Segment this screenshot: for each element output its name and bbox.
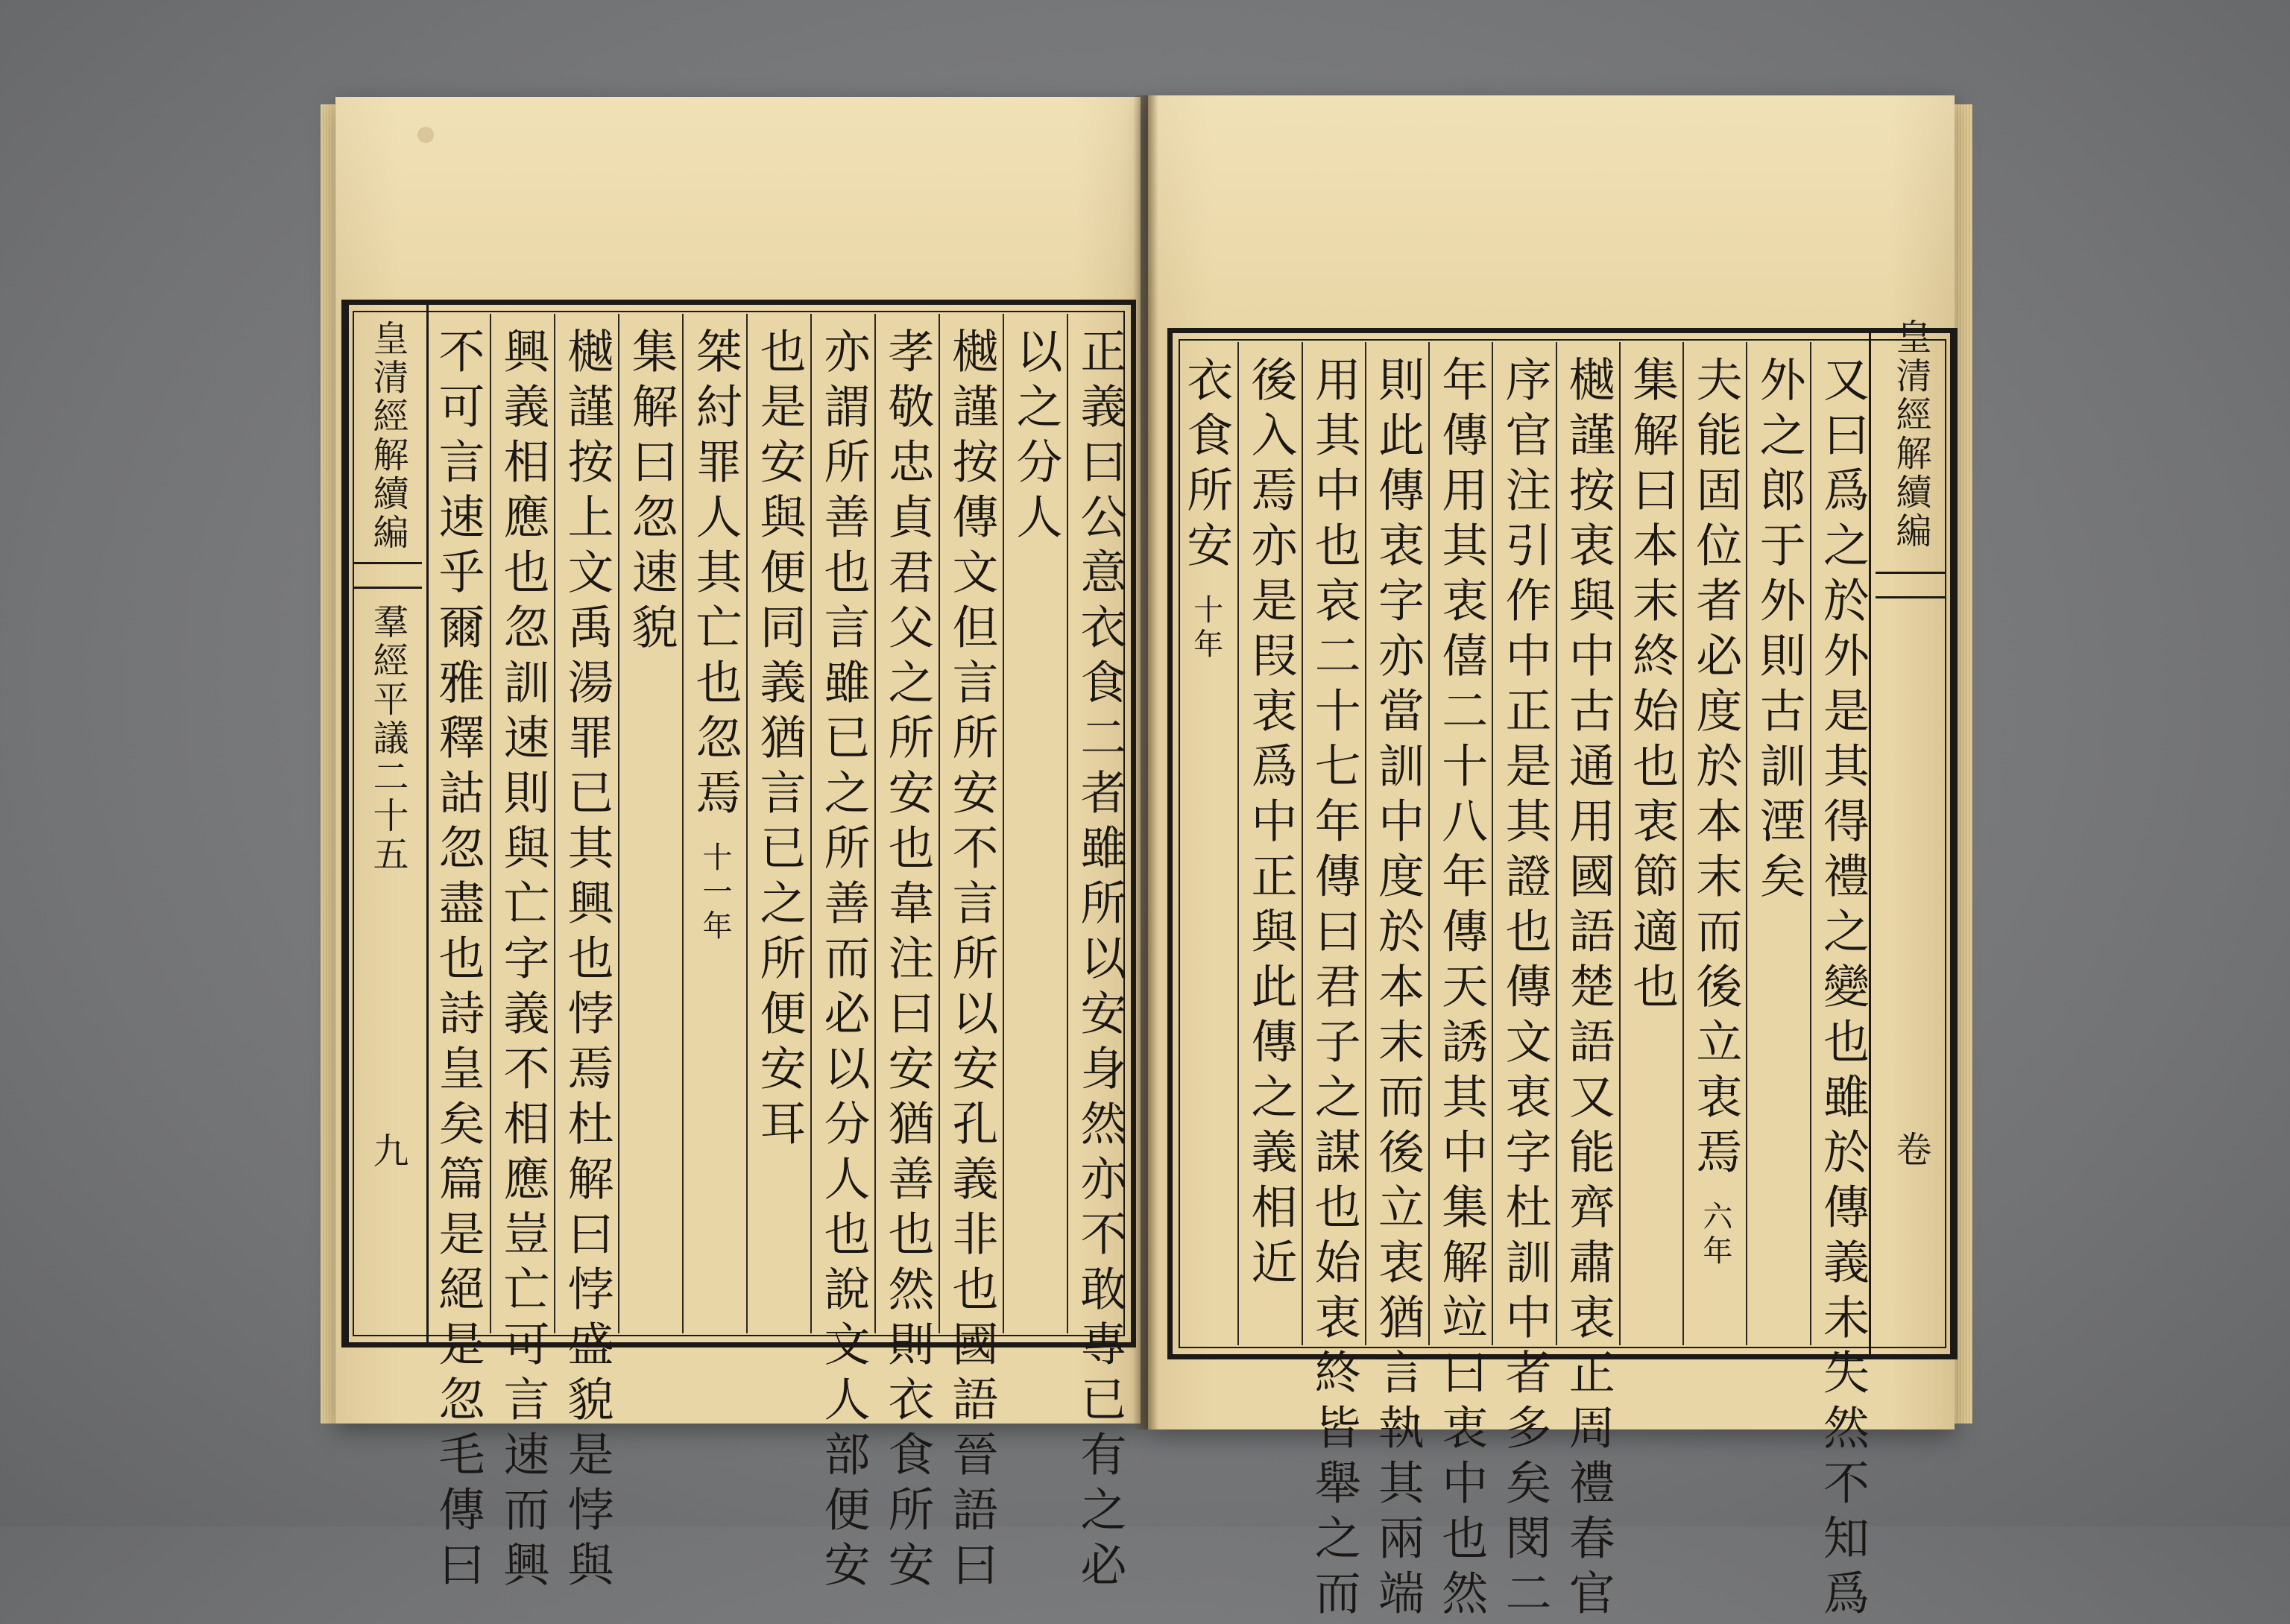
main-text: 以之分人: [1009, 327, 1063, 548]
text-column: [939, 314, 1003, 1596]
main-text: 夫能固位者必度於本末而後立衷焉: [1688, 356, 1743, 1183]
main-text: 外之郎于外則古訓湮矣: [1752, 356, 1807, 907]
column-text: [1433, 356, 1489, 1624]
text-column: [1067, 314, 1131, 1596]
column-text: [880, 327, 935, 1596]
main-text: 則此傳衷字亦當訓中度於本末而後立衷猶言執其兩端: [1370, 356, 1425, 1624]
banxin-folio: 卷: [1890, 1131, 1931, 1169]
paper-stain: [417, 127, 434, 143]
text-column: [1682, 342, 1746, 1345]
main-text: 亦謂所善也言雖已之所善而必以分人也說文人部便安: [816, 327, 871, 1596]
banxin-title: 皇清經解續編: [1890, 318, 1931, 551]
main-text: 用其中也哀二十七年傳曰君子之謀也始衷終皆舉之而: [1307, 356, 1362, 1624]
main-text: 年傳用其衷僖二十八年傳天誘其中集解竝曰衷中也然: [1433, 356, 1489, 1624]
main-text: 樾謹按衷與中古通用國語楚語又能齊肅衷正周禮春官: [1561, 356, 1616, 1624]
main-text: 又曰爲之於外是其得禮之變也雖於傳義未失然不知爲: [1815, 356, 1870, 1624]
main-text: 也是安與便同義猶言已之所便安耳: [752, 327, 807, 1154]
fish-tail-mark: [1876, 572, 1946, 598]
banxin-section: 羣經平議二十五: [367, 603, 409, 874]
right-columns: [1173, 342, 1873, 1624]
main-text: 興義相應也忽訓速則與亡字義不相應豈亡可言速而興: [496, 327, 550, 1596]
column-text: [1179, 356, 1234, 663]
column-text: [944, 327, 999, 1596]
year-note: 六年: [1697, 1201, 1732, 1269]
right-banxin: [1869, 318, 1952, 1354]
column-text: [1307, 356, 1362, 1624]
left-banxin: [347, 305, 429, 1342]
text-column: [1003, 314, 1067, 1333]
right-text-frame: [1167, 318, 1958, 1624]
text-column: [490, 314, 554, 1596]
column-text: [1624, 356, 1679, 1017]
text-column: [1492, 342, 1555, 1624]
banxin-title: 皇清經解續編: [367, 320, 409, 552]
column-text: [1498, 356, 1553, 1624]
column-text: [624, 327, 678, 658]
column-text: [816, 327, 871, 1596]
column-text: [1370, 356, 1425, 1624]
text-column: [1810, 342, 1873, 1624]
text-column: [746, 314, 810, 1333]
year-note: 十年: [1188, 594, 1223, 663]
column-text: [1752, 356, 1807, 907]
column-text: [1009, 327, 1063, 548]
text-column: [1428, 342, 1492, 1624]
left-columns: [424, 314, 1131, 1596]
main-text: 樾謹按上文禹湯罪已其興也悖焉杜解曰悖盛貌是悖與: [560, 327, 614, 1596]
column-text: [431, 327, 485, 1596]
main-text: 正義曰公意衣食二者雖所以安身然亦不敢專已有之必: [1073, 327, 1127, 1596]
main-text: 序官注引作中正是其證也傳文衷字杜訓中者多矣閔二: [1498, 356, 1553, 1624]
column-text: [1073, 327, 1127, 1596]
column-text: [496, 327, 550, 1596]
text-column: [1174, 342, 1237, 1345]
column-text: [560, 327, 614, 1596]
text-column: [554, 314, 618, 1596]
column-text: [1243, 356, 1298, 1293]
main-text: 孝敬忠貞君父之所安也韋注曰安猶善也然則衣食所安: [880, 327, 935, 1596]
left-text-frame: [341, 300, 1136, 1596]
column-text: [752, 327, 807, 1154]
fish-tail-mark: [353, 562, 422, 589]
main-text: 後入焉亦是叚衷爲中正與此傳之義相近: [1243, 356, 1298, 1293]
text-column: [1619, 342, 1682, 1345]
year-note: 十一年: [698, 841, 732, 944]
text-column: [618, 314, 682, 1333]
text-column: [682, 314, 746, 1333]
text-column: [1237, 342, 1301, 1345]
text-column: [1746, 342, 1809, 1345]
text-column: [874, 314, 939, 1596]
banxin-folio: 九: [367, 1132, 409, 1171]
main-text: 集解曰忽速貌: [624, 327, 678, 658]
main-text: 集解曰本末終始也衷節適也: [1624, 356, 1679, 1017]
book-gutter: [1133, 95, 1158, 1429]
text-column: [1365, 342, 1428, 1624]
main-text: 衣食所安: [1179, 356, 1234, 576]
text-column: [810, 314, 874, 1596]
main-text: 不可言速乎爾雅釋詁忽盡也詩皇矣篇是絕是忽毛傳曰: [431, 327, 485, 1596]
text-column: [1302, 342, 1365, 1624]
column-text: [1561, 356, 1616, 1624]
column-text: [1815, 356, 1870, 1624]
text-column: [426, 314, 490, 1596]
main-text: 樾謹按傳文但言所安不言所以安孔義非也國語晉語曰: [944, 327, 999, 1596]
column-text: [1688, 356, 1743, 1269]
column-text: [688, 327, 742, 944]
main-text: 桀紂罪人其亡也忽焉: [688, 327, 742, 824]
text-column: [1556, 342, 1619, 1624]
